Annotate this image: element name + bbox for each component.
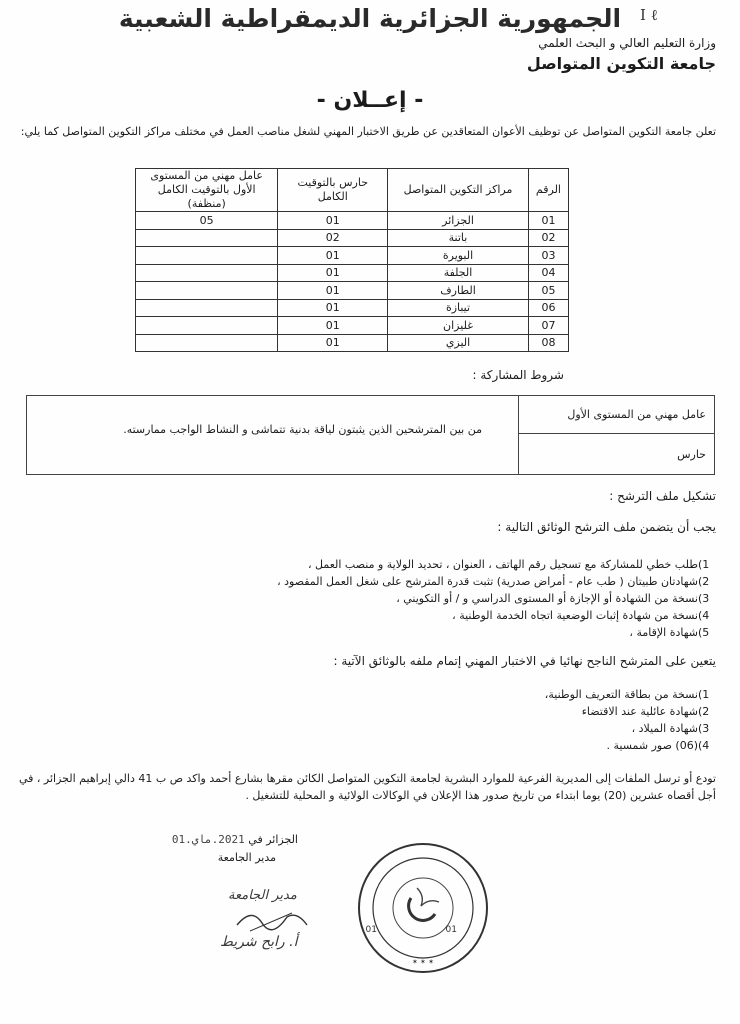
final-subtitle: يتعين على المترشح الناجح نهائيا في الاختبار المهني إتمام ملفه بالوثائق الآتية : [333, 654, 716, 668]
cell-number: 06 [528, 299, 568, 317]
table-row [136, 264, 569, 282]
cell-guard: 01 [278, 264, 388, 282]
cell-number: 07 [528, 317, 568, 335]
date-label: الجزائر في [248, 833, 298, 846]
table-row [136, 317, 569, 335]
list-item: 1) نسخة من بطاقة التعريف الوطنية، [544, 688, 710, 701]
cell-center: البويرة [388, 247, 529, 265]
conditions-box [26, 395, 715, 475]
conditions-title: شروط المشاركة : [472, 368, 564, 382]
cell-center: باتنة [388, 229, 529, 247]
cell-worker [136, 264, 278, 282]
university-name: جامعة التكوين المتواصل [526, 54, 716, 73]
list-item: 5) شهادة الإقامة ، [629, 626, 710, 639]
signature-scribble [232, 905, 312, 935]
cell-guard: 01 [278, 334, 388, 352]
cell-center: تيبازة [388, 299, 529, 317]
cell-number: 08 [528, 334, 568, 352]
cell-center: الجزائر [388, 212, 529, 230]
required-documents-list [116, 556, 716, 641]
cell-guard: 01 [278, 299, 388, 317]
table-row [136, 334, 569, 352]
condition-text: من بين المترشحين الذين يثبتون لياقة بدنية تتماشى و النشاط الواجب ممارسته. [123, 423, 482, 436]
list-item: 2) شهادتان طبيتان ( طب عام - أمراض صدرية) تثبت قدرة المترشح على شغل العمل المقصود ، [277, 575, 710, 588]
table-row [136, 299, 569, 317]
cell-guard: 02 [278, 229, 388, 247]
cell-guard: 01 [278, 282, 388, 300]
file-title: تشكيل ملف الترشح : [609, 489, 716, 503]
intro-paragraph: تعلن جامعة التكوين المتواصل عن توظيف الأعوان المتعاقدين عن طريق الاختبار المهني لشغل مناصب العمل في مختلف مراكز التكوين المتواصل كما يلي: [20, 125, 716, 138]
date-value: 2021.ماي.01 [171, 833, 245, 846]
cell-number: 05 [528, 282, 568, 300]
cell-worker [136, 317, 278, 335]
list-item: 3) شهادة الميلاد ، [631, 722, 710, 735]
cell-guard: 01 [278, 247, 388, 265]
cell-number: 02 [528, 229, 568, 247]
republic-title: الجمهورية الجزائرية الديمقراطية الشعبية [118, 4, 622, 33]
cell-guard: 01 [278, 212, 388, 230]
seal-number-left: 01 [365, 925, 377, 935]
cell-number: 03 [528, 247, 568, 265]
seal-number-right: 01 [445, 925, 457, 935]
list-item: 2) شهادة عائلية عند الاقتضاء [581, 705, 710, 718]
svg-text:✶ ✶ ✶: ✶ ✶ ✶ [411, 958, 435, 966]
ministry-name: وزارة التعليم العالي و البحث العلمي [538, 36, 716, 50]
posts-table [135, 168, 569, 352]
final-documents-list [316, 686, 716, 754]
table-row [136, 282, 569, 300]
cell-worker [136, 282, 278, 300]
file-subtitle: يجب أن يتضمن ملف الترشح الوثائق التالية : [497, 520, 716, 534]
cell-center: غليزان [388, 317, 529, 335]
cell-worker [136, 229, 278, 247]
date-line [172, 833, 298, 846]
header-guard: حارس بالتوقيت الكامل [278, 169, 388, 212]
header-number: الرقم [528, 169, 568, 212]
director-title: مدير الجامعة [217, 851, 276, 864]
cell-number: 01 [528, 212, 568, 230]
cell-center: الجلفة [388, 264, 529, 282]
cell-number: 04 [528, 264, 568, 282]
list-item: 3) نسخة من الشهادة أو الإجازة أو المستوى الدراسي و / أو التكويني ، [396, 592, 710, 605]
table-row [136, 229, 569, 247]
cell-worker [136, 299, 278, 317]
submission-paragraph: تودع أو ترسل الملفات إلى المديرية الفرعية للموارد البشرية لجامعة التكوين المتواصل الكائن مقرها بشارع أحمد واكد ص ب 41 دالي إبراهيم الجزائر ، في أجل أقصاه عشرين (20) يوما ابتداء من تاريخ صدور هذا الإعلان في الوكالات الولائية و المحلية للتشغيل . [18, 772, 716, 802]
corner-handwritten-mark: Ⅰ ℓ [640, 6, 658, 24]
handwritten-signature-title: مدير الجامعة [228, 888, 297, 903]
list-item: 1) طلب خطي للمشاركة مع تسجيل رقم الهاتف ، العنوان ، تحديد الولاية و منصب العمل ، [307, 558, 710, 571]
table-row [136, 212, 569, 230]
list-item: 4) (06) صور شمسية . [606, 739, 710, 752]
cell-center: الطارف [388, 282, 529, 300]
handwritten-signature-name: أ. رابح شريط [220, 934, 298, 950]
cell-guard: 01 [278, 317, 388, 335]
cell-center: اليزي [388, 334, 529, 352]
announcement-title: - إعــلان - [316, 88, 424, 113]
cell-worker: 05 [136, 212, 278, 230]
cell-worker [136, 247, 278, 265]
table-header-row [136, 169, 569, 212]
cell-worker [136, 334, 278, 352]
header-worker: عامل مهني من المستوى الأول بالتوقيت الكامل (منظفة) [136, 169, 278, 212]
list-item: 4) نسخة من شهادة إثبات الوضعية اتجاه الخدمة الوطنية ، [452, 609, 710, 622]
university-seal [355, 840, 491, 976]
condition-post-worker: عامل مهني من المستوى الأول [518, 396, 714, 434]
table-row [136, 247, 569, 265]
condition-post-guard: حارس [518, 434, 714, 474]
header-center: مراكز التكوين المتواصل [388, 169, 529, 212]
